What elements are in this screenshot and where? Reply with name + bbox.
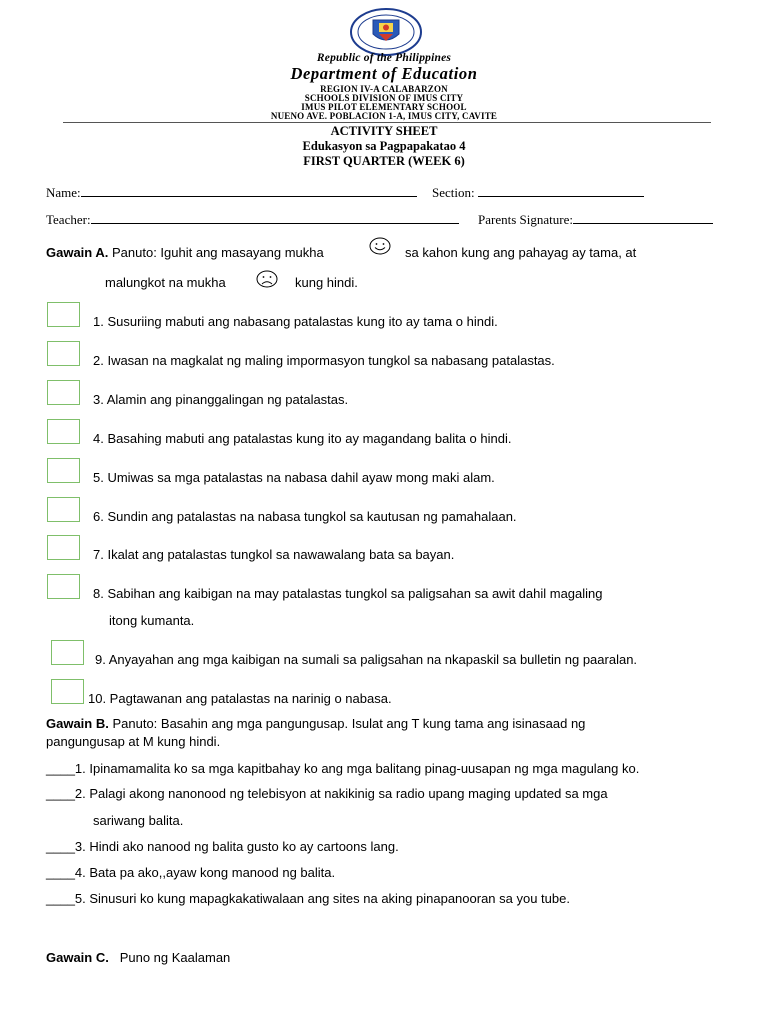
gawain-a-instruction-part3: malungkot na mukha — [105, 275, 226, 290]
gawain-a-instruction — [46, 245, 324, 261]
gawain-a-item-5: 5. Umiwas sa mga patalastas na nabasa dahil ayaw mong maki alam. — [93, 470, 495, 485]
answer-box-8[interactable] — [47, 574, 80, 599]
address-line: NUENO AVE. POBLACION 1-A, IMUS CITY, CAVITE — [270, 111, 498, 121]
gawain-a-item-2: 2. Iwasan na magkalat ng maling impormasyon tungkol sa nabasang patalastas. — [93, 353, 555, 368]
parents-signature-field[interactable] — [478, 211, 713, 228]
gawain-b-label: Gawain B. — [46, 716, 109, 731]
gawain-b-item-3: ____3. Hindi ako nanood ng balita gusto ko ay cartoons lang. — [46, 839, 399, 854]
gawain-a-instruction-part2: sa kahon kung ang pahayag ay tama, at — [405, 245, 637, 260]
subject-title: Edukasyon sa Pagpapakatao 4 — [302, 139, 466, 153]
gawain-b-instruction-part2: pangungusap at M kung hindi. — [46, 734, 221, 749]
section-blank[interactable] — [478, 184, 644, 197]
parents-signature-label: Parents Signature: — [478, 212, 573, 227]
sad-face-icon — [256, 270, 278, 288]
gawain-a-item-6: 6. Sundin ang patalastas na nabasa tungkol sa kautusan ng pamahalaan. — [93, 509, 517, 524]
quarter-title: FIRST QUARTER (WEEK 6) — [303, 154, 465, 168]
gawain-a-item-9: 9. Anyayahan ang mga kaibigan na sumali sa paligsahan na nkapaskil sa bulletin ng paaralan. — [95, 652, 638, 667]
gawain-a-item-7: 7. Ikalat ang patalastas tungkol sa nawawalang bata sa bayan. — [93, 547, 455, 562]
gawain-a-item-10: 10. Pagtawanan ang patalastas na narinig o nabasa. — [88, 691, 392, 706]
happy-face-icon — [369, 237, 391, 255]
department-title: Department of Education — [290, 64, 478, 83]
gawain-b-item-4: ____4. Bata pa ako,,ayaw kong manood ng balita. — [46, 865, 336, 880]
answer-box-7[interactable] — [47, 535, 80, 560]
gawain-b-instruction-part1: Panuto: Basahin ang mga pangungusap. Isulat ang T kung tama ang isinasaad ng — [112, 716, 586, 731]
gawain-a-instruction-part1: Panuto: Iguhit ang masayang mukha — [112, 245, 324, 260]
gawain-b-item-1: ____1. Ipinamamalita ko sa mga kapitbahay ko ang mga balitang pinag-uusapan ng mga magulang ko. — [46, 761, 640, 776]
gawain-b-item-5: ____5. Sinusuri ko kung mapagkakatiwalaan ang sites na aking pinapanooran sa you tube. — [46, 891, 570, 906]
gawain-b-item-2-continued: sariwang balita. — [93, 813, 184, 828]
section-label: Section: — [432, 185, 475, 200]
division-line: SCHOOLS DIVISION OF IMUS CITY — [304, 93, 464, 103]
gawain-a-item-4: 4. Basahing mabuti ang patalastas kung ito ay magandang balita o hindi. — [93, 431, 512, 446]
gawain-b-item-2: ____2. Palagi akong nanonood ng telebisyon at nakikinig sa radio upang maging updated sa mga — [46, 786, 608, 801]
region-line: REGION IV-A CALABARZON — [320, 84, 448, 94]
teacher-label: Teacher: — [46, 212, 91, 227]
school-line: IMUS PILOT ELEMENTARY SCHOOL — [301, 102, 467, 112]
gawain-a-item-8-continued: itong kumanta. — [109, 613, 195, 628]
gawain-a-label: Gawain A. — [46, 245, 109, 260]
answer-box-3[interactable] — [47, 380, 80, 405]
gawain-c-heading — [46, 950, 230, 966]
header-divider — [63, 122, 711, 123]
deped-seal-logo — [349, 8, 423, 56]
answer-box-4[interactable] — [47, 419, 80, 444]
answer-box-5[interactable] — [47, 458, 80, 483]
name-blank[interactable] — [81, 184, 417, 197]
parents-signature-blank[interactable] — [573, 211, 713, 224]
answer-box-10[interactable] — [51, 679, 84, 704]
name-label: Name: — [46, 185, 81, 200]
section-field[interactable] — [432, 184, 644, 201]
gawain-c-title: Puno ng Kaalaman — [119, 950, 231, 965]
answer-box-1[interactable] — [47, 302, 80, 327]
name-field[interactable] — [46, 184, 417, 201]
teacher-field[interactable] — [46, 211, 459, 228]
answer-box-9[interactable] — [51, 640, 84, 665]
answer-box-2[interactable] — [47, 341, 80, 366]
teacher-blank[interactable] — [91, 211, 459, 224]
gawain-a-instruction-part4: kung hindi. — [295, 275, 358, 290]
answer-box-6[interactable] — [47, 497, 80, 522]
gawain-a-item-3: 3. Alamin ang pinanggalingan ng patalastas. — [93, 392, 349, 407]
gawain-c-label: Gawain C. — [46, 950, 109, 965]
gawain-b-instruction — [46, 716, 585, 732]
republic-line: Republic of the Philippines — [316, 52, 452, 64]
activity-title: ACTIVITY SHEET — [330, 124, 438, 138]
gawain-a-item-1: 1. Susuriing mabuti ang nabasang patalastas kung ito ay tama o hindi. — [93, 314, 498, 329]
gawain-a-item-8: 8. Sabihan ang kaibigan na may patalastas tungkol sa paligsahan sa awit dahil magaling — [93, 586, 603, 601]
